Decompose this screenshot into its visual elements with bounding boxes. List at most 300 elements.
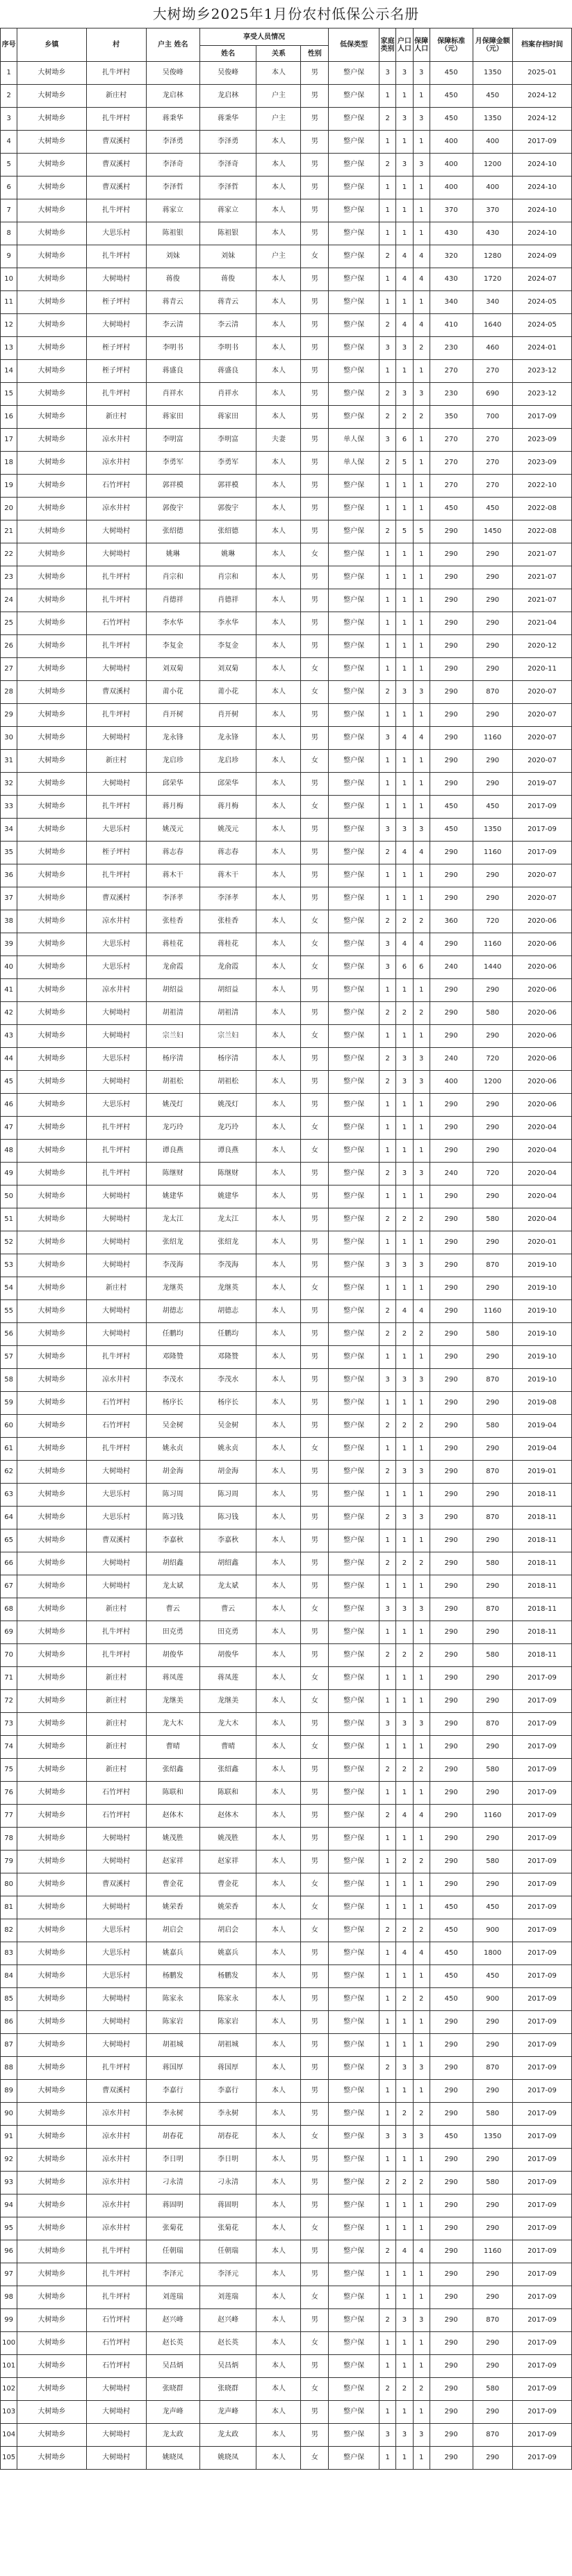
table-row: [1, 2172, 572, 2194]
cell-idx: 10: [1, 268, 17, 291]
cell-sex: 男: [301, 1254, 329, 1277]
cell-sex: 男: [301, 864, 329, 887]
cell-relation: 本人: [256, 1208, 301, 1231]
cell-time: 2017-09: [512, 1713, 571, 1736]
cell-idx: 97: [1, 2263, 17, 2286]
cell-town: 大树坳乡: [17, 2126, 86, 2149]
cell-category: 3: [379, 819, 396, 842]
cell-relation: 本人: [256, 360, 301, 383]
cell-type: 整户保: [329, 1300, 379, 1323]
cell-enjoy: 2: [413, 1002, 430, 1025]
cell-town: 大树坳乡: [17, 2355, 86, 2378]
cell-time: 2020-07: [512, 727, 571, 750]
cell-village: 扎牛坪村: [86, 1438, 146, 1461]
cell-village: 大思乐村: [86, 1048, 146, 1071]
cell-village: 曹双溪村: [86, 154, 146, 177]
table-row: [1, 681, 572, 704]
cell-idx: 87: [1, 2034, 17, 2057]
cell-town: 大树坳乡: [17, 245, 86, 268]
cell-amount: 430: [473, 222, 512, 245]
cell-enjoy: 4: [413, 842, 430, 864]
cell-village: 石竹坪村: [86, 2355, 146, 2378]
cell-standard: 360: [430, 910, 473, 933]
cell-enjoy: 2: [413, 2103, 430, 2126]
cell-standard: 290: [430, 842, 473, 864]
cell-type: 整户保: [329, 1621, 379, 1644]
cell-enjoy: 1: [413, 131, 430, 154]
cell-household: 3: [396, 1461, 413, 1484]
cell-head: 姚茂灯: [146, 1094, 199, 1117]
header-sex: 性别: [301, 46, 329, 62]
cell-enjoy: 2: [413, 1851, 430, 1873]
cell-relation: 本人: [256, 910, 301, 933]
cell-name: 李泽勇: [199, 131, 256, 154]
cell-household: 2: [396, 1415, 413, 1438]
cell-type: 整户保: [329, 2355, 379, 2378]
cell-type: 整户保: [329, 154, 379, 177]
cell-household: 1: [396, 2401, 413, 2424]
cell-idx: 99: [1, 2309, 17, 2332]
table-row: [1, 1896, 572, 1919]
cell-enjoy: 5: [413, 520, 430, 543]
cell-time: 2024-05: [512, 291, 571, 314]
cell-category: 2: [379, 383, 396, 406]
cell-town: 大树坳乡: [17, 819, 86, 842]
cell-amount: 1160: [473, 1300, 512, 1323]
cell-type: 整户保: [329, 635, 379, 658]
cell-amount: 1280: [473, 245, 512, 268]
cell-amount: 1720: [473, 268, 512, 291]
cell-enjoy: 1: [413, 1828, 430, 1851]
cell-relation: 本人: [256, 1025, 301, 1048]
cell-household: 1: [396, 222, 413, 245]
cell-amount: 290: [473, 1575, 512, 1598]
cell-relation: 本人: [256, 2080, 301, 2103]
cell-category: 1: [379, 177, 396, 199]
cell-head: 宗兰妇: [146, 1025, 199, 1048]
cell-type: 整户保: [329, 1690, 379, 1713]
cell-amount: 580: [473, 2172, 512, 2194]
cell-type: 整户保: [329, 543, 379, 566]
cell-standard: 450: [430, 108, 473, 131]
cell-amount: 1200: [473, 154, 512, 177]
table-row: [1, 1048, 572, 1071]
cell-time: 2017-09: [512, 2057, 571, 2080]
cell-idx: 19: [1, 475, 17, 498]
cell-category: 1: [379, 2401, 396, 2424]
cell-amount: 870: [473, 2424, 512, 2447]
cell-household: 2: [396, 1988, 413, 2011]
cell-time: 2023-12: [512, 360, 571, 383]
cell-town: 大树坳乡: [17, 1919, 86, 1942]
cell-standard: 430: [430, 268, 473, 291]
cell-category: 2: [379, 2172, 396, 2194]
cell-sex: 男: [301, 1942, 329, 1965]
cell-standard: 290: [430, 1667, 473, 1690]
cell-village: 大思乐村: [86, 222, 146, 245]
cell-household: 1: [396, 1186, 413, 1208]
cell-amount: 870: [473, 1713, 512, 1736]
header-idx: 序号: [1, 28, 17, 62]
table-row: [1, 2286, 572, 2309]
cell-type: 整户保: [329, 1071, 379, 1094]
cell-time: 2018-11: [512, 1552, 571, 1575]
cell-relation: 本人: [256, 2332, 301, 2355]
cell-type: 整户保: [329, 360, 379, 383]
cell-name: 姚荣香: [199, 1896, 256, 1919]
cell-sex: 男: [301, 475, 329, 498]
table-row: [1, 245, 572, 268]
cell-village: 大思乐村: [86, 1484, 146, 1507]
cell-town: 大树坳乡: [17, 2263, 86, 2286]
cell-relation: 本人: [256, 1140, 301, 1163]
cell-village: 曹双溪村: [86, 2080, 146, 2103]
cell-category: 1: [379, 635, 396, 658]
cell-head: 蒋秉华: [146, 108, 199, 131]
cell-type: 整户保: [329, 1369, 379, 1392]
cell-village: 凉水井村: [86, 498, 146, 520]
cell-town: 大树坳乡: [17, 1851, 86, 1873]
cell-standard: 270: [430, 452, 473, 475]
cell-relation: 本人: [256, 1048, 301, 1071]
cell-head: 李水华: [146, 612, 199, 635]
cell-head: 蒋月梅: [146, 796, 199, 819]
cell-enjoy: 2: [413, 2172, 430, 2194]
cell-sex: 女: [301, 750, 329, 773]
table-row: [1, 933, 572, 956]
cell-enjoy: 1: [413, 658, 430, 681]
cell-sex: 男: [301, 1231, 329, 1254]
cell-name: 赵家祥: [199, 1851, 256, 1873]
cell-standard: 290: [430, 1002, 473, 1025]
cell-category: 2: [379, 520, 396, 543]
cell-amount: 1440: [473, 956, 512, 979]
cell-town: 大树坳乡: [17, 887, 86, 910]
cell-enjoy: 1: [413, 2355, 430, 2378]
cell-household: 1: [396, 1782, 413, 1805]
table-row: [1, 750, 572, 773]
cell-town: 大树坳乡: [17, 2447, 86, 2470]
cell-name: 李泽哲: [199, 177, 256, 199]
cell-relation: 本人: [256, 750, 301, 773]
cell-amount: 290: [473, 1346, 512, 1369]
cell-type: 整户保: [329, 1025, 379, 1048]
cell-household: 1: [396, 2332, 413, 2355]
cell-standard: 450: [430, 1965, 473, 1988]
cell-household: 4: [396, 933, 413, 956]
cell-name: 曹云: [199, 1598, 256, 1621]
cell-household: 4: [396, 245, 413, 268]
cell-head: 龙继美: [146, 1690, 199, 1713]
cell-time: 2022-08: [512, 498, 571, 520]
cell-enjoy: 1: [413, 2286, 430, 2309]
cell-category: 1: [379, 291, 396, 314]
cell-idx: 26: [1, 635, 17, 658]
cell-relation: 本人: [256, 154, 301, 177]
cell-enjoy: 1: [413, 543, 430, 566]
cell-head: 陈习钱: [146, 1507, 199, 1529]
cell-enjoy: 3: [413, 1598, 430, 1621]
cell-idx: 17: [1, 429, 17, 452]
cell-household: 2: [396, 1323, 413, 1346]
cell-enjoy: 1: [413, 1277, 430, 1300]
cell-sex: 女: [301, 2217, 329, 2240]
table-row: [1, 1346, 572, 1369]
cell-idx: 82: [1, 1919, 17, 1942]
cell-sex: 男: [301, 314, 329, 337]
cell-idx: 84: [1, 1965, 17, 1988]
cell-sex: 男: [301, 337, 329, 360]
cell-head: 张晓群: [146, 2378, 199, 2401]
cell-type: 整户保: [329, 245, 379, 268]
cell-standard: 450: [430, 1988, 473, 2011]
cell-category: 1: [379, 864, 396, 887]
cell-type: 整户保: [329, 108, 379, 131]
cell-relation: 本人: [256, 452, 301, 475]
cell-enjoy: 2: [413, 1208, 430, 1231]
cell-head: 姚建华: [146, 1186, 199, 1208]
subsistence-table: [0, 28, 572, 2470]
cell-time: 2020-04: [512, 1140, 571, 1163]
cell-amount: 870: [473, 1598, 512, 1621]
cell-name: 邓隆赞: [199, 1346, 256, 1369]
table-row: [1, 1140, 572, 1163]
cell-time: 2017-09: [512, 1828, 571, 1851]
cell-idx: 35: [1, 842, 17, 864]
cell-sex: 男: [301, 1507, 329, 1529]
cell-household: 2: [396, 1644, 413, 1667]
cell-amount: 290: [473, 635, 512, 658]
cell-time: 2017-09: [512, 2378, 571, 2401]
cell-standard: 290: [430, 2172, 473, 2194]
cell-household: 2: [396, 2378, 413, 2401]
table-row: [1, 1438, 572, 1461]
cell-category: 1: [379, 2011, 396, 2034]
cell-town: 大树坳乡: [17, 1438, 86, 1461]
cell-enjoy: 3: [413, 819, 430, 842]
cell-sex: 男: [301, 177, 329, 199]
cell-sex: 男: [301, 2401, 329, 2424]
cell-time: 2020-06: [512, 1048, 571, 1071]
cell-standard: 290: [430, 1873, 473, 1896]
cell-standard: 290: [430, 750, 473, 773]
cell-head: 肖德祥: [146, 589, 199, 612]
table-row: [1, 864, 572, 887]
table-row: [1, 1254, 572, 1277]
cell-head: 胡绍鑫: [146, 1552, 199, 1575]
cell-time: 2020-06: [512, 1071, 571, 1094]
cell-village: 扎牛坪村: [86, 796, 146, 819]
cell-category: 1: [379, 498, 396, 520]
cell-sex: 男: [301, 612, 329, 635]
cell-relation: 本人: [256, 1759, 301, 1782]
cell-enjoy: 2: [413, 406, 430, 429]
cell-relation: 本人: [256, 2240, 301, 2263]
cell-amount: 290: [473, 1094, 512, 1117]
cell-town: 大树坳乡: [17, 704, 86, 727]
cell-town: 大树坳乡: [17, 498, 86, 520]
cell-household: 4: [396, 727, 413, 750]
cell-type: 整户保: [329, 383, 379, 406]
cell-village: 曹双溪村: [86, 1529, 146, 1552]
cell-name: 杨序清: [199, 1048, 256, 1071]
cell-village: 大树坳村: [86, 1323, 146, 1346]
cell-type: 整户保: [329, 933, 379, 956]
cell-type: 整户保: [329, 1140, 379, 1163]
cell-relation: 本人: [256, 314, 301, 337]
cell-time: 2020-07: [512, 864, 571, 887]
cell-household: 1: [396, 704, 413, 727]
cell-name: 姚建华: [199, 1186, 256, 1208]
cell-name: 蒋盛良: [199, 360, 256, 383]
cell-head: 张菊花: [146, 2217, 199, 2240]
cell-head: 李复金: [146, 635, 199, 658]
cell-standard: 290: [430, 1323, 473, 1346]
cell-relation: 本人: [256, 796, 301, 819]
cell-standard: 290: [430, 2217, 473, 2240]
cell-relation: 本人: [256, 979, 301, 1002]
cell-name: 胡祖城: [199, 2034, 256, 2057]
table-row: [1, 1942, 572, 1965]
cell-idx: 51: [1, 1208, 17, 1231]
cell-sex: 男: [301, 1415, 329, 1438]
cell-category: 1: [379, 750, 396, 773]
cell-name: 陈家永: [199, 1988, 256, 2011]
cell-idx: 8: [1, 222, 17, 245]
cell-relation: 本人: [256, 1484, 301, 1507]
cell-town: 大树坳乡: [17, 2424, 86, 2447]
cell-category: 2: [379, 1461, 396, 1484]
cell-village: 大思乐村: [86, 933, 146, 956]
cell-type: 整户保: [329, 1965, 379, 1988]
cell-relation: 本人: [256, 2309, 301, 2332]
cell-relation: 本人: [256, 842, 301, 864]
cell-amount: 290: [473, 2401, 512, 2424]
cell-sex: 男: [301, 819, 329, 842]
cell-amount: 290: [473, 1117, 512, 1140]
cell-head: 曹云: [146, 1598, 199, 1621]
cell-type: 整户保: [329, 819, 379, 842]
cell-amount: 270: [473, 475, 512, 498]
cell-sex: 女: [301, 1736, 329, 1759]
cell-village: 大树坳村: [86, 1300, 146, 1323]
cell-sex: 男: [301, 1621, 329, 1644]
cell-standard: 320: [430, 245, 473, 268]
table-header: [1, 28, 572, 62]
cell-town: 大树坳乡: [17, 1208, 86, 1231]
cell-household: 1: [396, 2034, 413, 2057]
cell-time: 2024-07: [512, 268, 571, 291]
cell-category: 1: [379, 2217, 396, 2240]
cell-relation: 本人: [256, 1186, 301, 1208]
cell-household: 5: [396, 452, 413, 475]
cell-category: 1: [379, 1965, 396, 1988]
cell-head: 陈祖银: [146, 222, 199, 245]
cell-household: 2: [396, 1002, 413, 1025]
cell-household: 1: [396, 1736, 413, 1759]
cell-idx: 6: [1, 177, 17, 199]
cell-sex: 男: [301, 452, 329, 475]
cell-type: 整户保: [329, 2332, 379, 2355]
cell-time: 2023-09: [512, 452, 571, 475]
cell-relation: 本人: [256, 1163, 301, 1186]
cell-standard: 450: [430, 62, 473, 85]
cell-village: 凉水井村: [86, 979, 146, 1002]
cell-standard: 290: [430, 2240, 473, 2263]
cell-name: 郭祥模: [199, 475, 256, 498]
cell-amount: 290: [473, 1529, 512, 1552]
cell-standard: 290: [430, 2194, 473, 2217]
cell-category: 1: [379, 222, 396, 245]
cell-head: 胡启会: [146, 1919, 199, 1942]
cell-sex: 男: [301, 406, 329, 429]
cell-household: 3: [396, 1713, 413, 1736]
cell-village: 新庄村: [86, 1598, 146, 1621]
cell-head: 张绍鑫: [146, 1759, 199, 1782]
cell-amount: 290: [473, 543, 512, 566]
cell-idx: 64: [1, 1507, 17, 1529]
cell-enjoy: 1: [413, 1690, 430, 1713]
table-row: [1, 1392, 572, 1415]
cell-time: 2020-07: [512, 887, 571, 910]
cell-idx: 34: [1, 819, 17, 842]
table-row: [1, 1025, 572, 1048]
cell-name: 胡启会: [199, 1919, 256, 1942]
cell-standard: 230: [430, 337, 473, 360]
cell-town: 大树坳乡: [17, 1231, 86, 1254]
cell-category: 2: [379, 681, 396, 704]
cell-relation: 户主: [256, 108, 301, 131]
table-row: [1, 520, 572, 543]
cell-standard: 290: [430, 589, 473, 612]
cell-time: 2020-12: [512, 635, 571, 658]
cell-name: 胡金海: [199, 1461, 256, 1484]
cell-standard: 450: [430, 2126, 473, 2149]
cell-standard: 290: [430, 1369, 473, 1392]
cell-household: 1: [396, 85, 413, 108]
cell-enjoy: 1: [413, 177, 430, 199]
cell-village: 大树坳村: [86, 1896, 146, 1919]
cell-household: 1: [396, 1025, 413, 1048]
cell-relation: 本人: [256, 658, 301, 681]
cell-category: 1: [379, 475, 396, 498]
cell-category: 1: [379, 1438, 396, 1461]
cell-sex: 男: [301, 2194, 329, 2217]
cell-household: 3: [396, 819, 413, 842]
table-row: [1, 337, 572, 360]
cell-name: 肖德祥: [199, 589, 256, 612]
cell-sex: 男: [301, 1851, 329, 1873]
cell-amount: 870: [473, 1369, 512, 1392]
cell-standard: 400: [430, 1071, 473, 1094]
cell-enjoy: 4: [413, 1300, 430, 1323]
cell-enjoy: 2: [413, 1552, 430, 1575]
cell-name: 龙俞霞: [199, 956, 256, 979]
cell-enjoy: 1: [413, 1094, 430, 1117]
cell-enjoy: 1: [413, 1896, 430, 1919]
cell-standard: 290: [430, 1507, 473, 1529]
cell-idx: 103: [1, 2401, 17, 2424]
cell-time: 2017-09: [512, 1988, 571, 2011]
cell-name: 李水华: [199, 612, 256, 635]
cell-town: 大树坳乡: [17, 2103, 86, 2126]
cell-household: 1: [396, 1873, 413, 1896]
cell-standard: 290: [430, 1529, 473, 1552]
cell-time: 2017-09: [512, 2011, 571, 2034]
cell-town: 大树坳乡: [17, 1323, 86, 1346]
cell-type: 整户保: [329, 2217, 379, 2240]
cell-head: 赵长英: [146, 2332, 199, 2355]
